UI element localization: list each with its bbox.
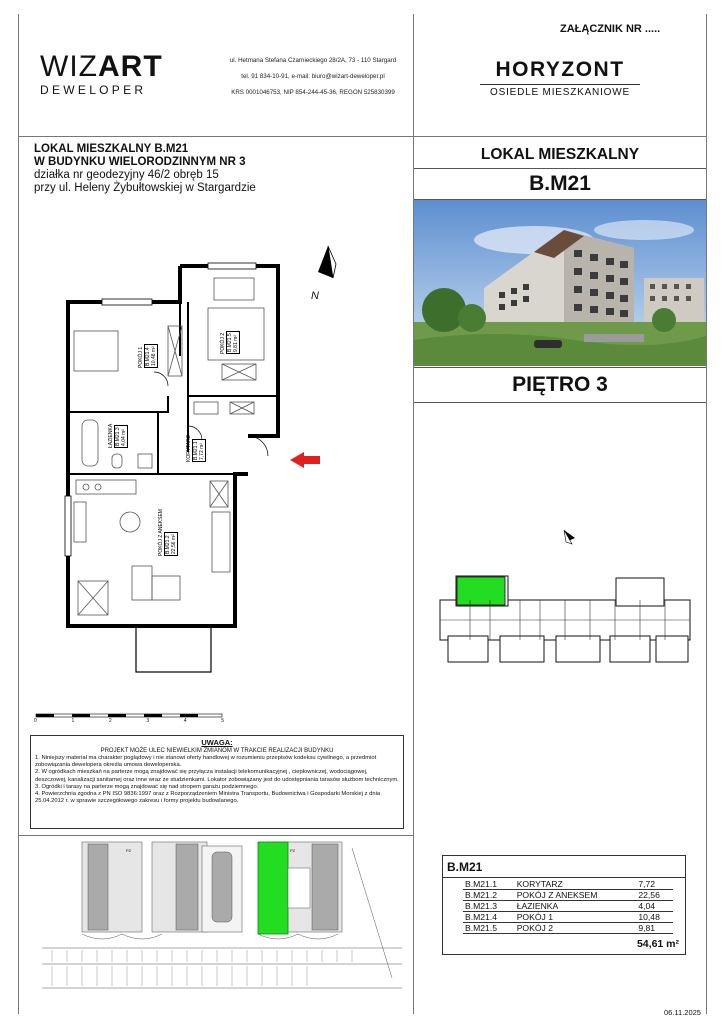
row-code: B.M21.3 [463,901,515,912]
room-code: B.M21.3 [115,427,121,446]
entry-arrow-icon [290,452,320,468]
unit-info [34,143,256,195]
floor-plan-drawing [18,236,413,726]
notes-intro: PROJEKT MOŻE ULEC NIEWIELKIM ZMIANOM W TRAKCIE REALIZACJI BUDYNKU [100,748,334,754]
row-area: 9,81 [636,923,673,934]
compass-north-icon [318,246,336,278]
scale-tick: 3 [146,718,150,724]
row-name: POKÓJ 2 [515,923,637,934]
site-label: PZ [290,848,296,853]
summary-title: B.M21 [447,860,483,874]
row-area: 7,72 [636,879,673,890]
room-code: B.M21.5 [227,333,233,352]
summary-total: 54,61 m² [636,938,679,950]
room-name: POKÓJ 2 [220,332,226,354]
attachment-label: ZAŁĄCZNIK NR ..... [560,23,661,35]
room-label-pokoj-z-aneksem [158,509,178,556]
logo-thin-text: WIZ [40,50,98,83]
frame-header-divider [18,136,707,137]
key-plan-highlight [457,577,505,605]
room-label-pokoj-2 [220,331,240,354]
room-label-pokoj-1 [138,344,158,368]
row-code: B.M21.4 [463,912,515,923]
unit-line-2: W BUDYNKU WIELORODZINNYM NR 3 [34,156,246,168]
row-code: B.M21.2 [463,890,515,901]
notes-item: 3. Ogródki i tarasy na parterze mogą znajdować się nad stropem garażu podziemnego. [35,783,259,790]
developer-contact: tel. 91 834-10-91, e-mail: biuro@wizart-deweloper.pl [241,73,385,80]
site-plan-highlight [258,842,288,934]
room-name: POKÓJ 1 [138,346,144,368]
room-label-lazienka [108,424,128,448]
developer-logo [40,52,163,97]
developer-address-block [218,56,408,97]
table-row [463,890,673,901]
room-label-korytarz [186,435,206,462]
project-logo [470,58,650,98]
scale-tick: 0 [34,718,37,724]
row-area: 4,04 [636,901,673,912]
frame-middle [413,14,414,1014]
room-area: 7,72 m² [199,443,205,460]
unit-type-rule [414,168,706,169]
row-name: POKÓJ Z ANEKSEM [515,890,637,901]
scale-tick: 1 [71,718,75,724]
scale-tick: 5 [221,718,224,724]
developer-address: ul. Hetmana Stefana Czarnieckiego 28/2A, 73 - 110 Stargard [229,57,397,64]
row-name: ŁAZIENKA [515,901,637,912]
table-row [463,912,673,923]
floor-plan [18,236,413,726]
room-code: B.M21.4 [145,347,151,366]
frame-right [706,14,707,1014]
project-logo-rule [480,84,640,85]
scale-bar [36,714,222,717]
project-name: HORYZONT [495,58,625,81]
table-row [463,879,673,890]
room-area: 22,56 m² [171,534,177,554]
scale-ticks [34,718,224,724]
row-name: POKÓJ 1 [515,912,637,923]
notes-box [30,735,404,829]
document-date: 06.11.2025 [664,1008,701,1017]
building-rendering [414,200,706,366]
row-area: 22,56 [636,890,673,901]
floor-label: PIĘTRO 3 [512,373,608,396]
notes-item: 2. W ogródkach mieszkań na parterze mogą znajdować się przyłącza instalacji telekomunikacyjnej , ciepłowniczej, wodociągowej, deszczowej, kanalizacji sanitarnej oraz inne wraz ze studzienkami. Lokator zobowiązany jest do udostępniania tarasów służbom technicznym. [35,769,399,783]
row-code: B.M21.5 [463,923,515,934]
logo-subtitle: DEWELOPER [40,83,147,97]
room-name: KORYTARZ [186,435,192,462]
room-code: B.M21.1 [193,441,199,460]
scale-tick: 4 [183,718,187,724]
room-code: B.M21.2 [165,535,171,554]
floor-rule [414,402,706,403]
room-name: ŁAZIENKA [108,423,114,448]
site-label: PZ [126,848,132,853]
room-area: 10,48 m² [151,346,157,366]
row-area: 10,48 [636,912,673,923]
site-plan [22,838,412,1018]
table-row [463,923,673,934]
room-area: 9,81 m² [233,335,239,352]
summary-box [442,855,686,955]
row-name: KORYTARZ [515,879,637,890]
room-area: 4,04 m² [121,429,127,446]
frame-notes-divider [18,835,414,836]
unit-line-4: przy ul. Heleny Żybułtowskiej w Stargardzie [34,182,256,194]
unit-type-label: LOKAL MIESZKALNY [480,146,640,163]
logo-bold-text: ART [97,50,163,83]
unit-code: B.M21 [529,172,591,195]
row-code: B.M21.1 [463,879,515,890]
unit-line-3: działka nr geodezyjny 46/2 obręb 15 [34,169,219,181]
notes-item: 1. Niniejszy materiał ma charakter poglądowy i nie stanowi oferty handlowej w rozumieniu przepisów kodeksu cywilnego, a przedmiot zobowiązania dewelopera określa umowa deweloperska. [35,755,377,769]
room-name: POKÓJ Z ANEKSEM [158,509,164,556]
summary-table [463,879,673,934]
table-row [463,901,673,912]
scale-tick: 2 [108,718,112,724]
compass-small-icon [564,530,575,544]
project-subtitle: OSIEDLE MIESZKANIOWE [490,87,630,98]
key-plan [430,520,700,670]
notes-heading: UWAGA: [201,738,233,747]
unit-line-1: LOKAL MIESZKALNY B.M21 [34,143,189,155]
notes-item: 4. Powierzchnia zgodna z PN ISO 9836:1997 oraz z Rozporządzeniem Ministra Transportu, Budownictwa i Gospodarki Morskiej z dnia 25.04.2012 r. w sprawie szczegółowego zakresu i formy projektu budowlanego. [35,791,381,805]
developer-registry: KRS 0001046753, NIP 854-244-45-36, REGON 525830399 [231,89,395,96]
north-label: N [311,290,319,302]
render-rule [414,367,706,368]
